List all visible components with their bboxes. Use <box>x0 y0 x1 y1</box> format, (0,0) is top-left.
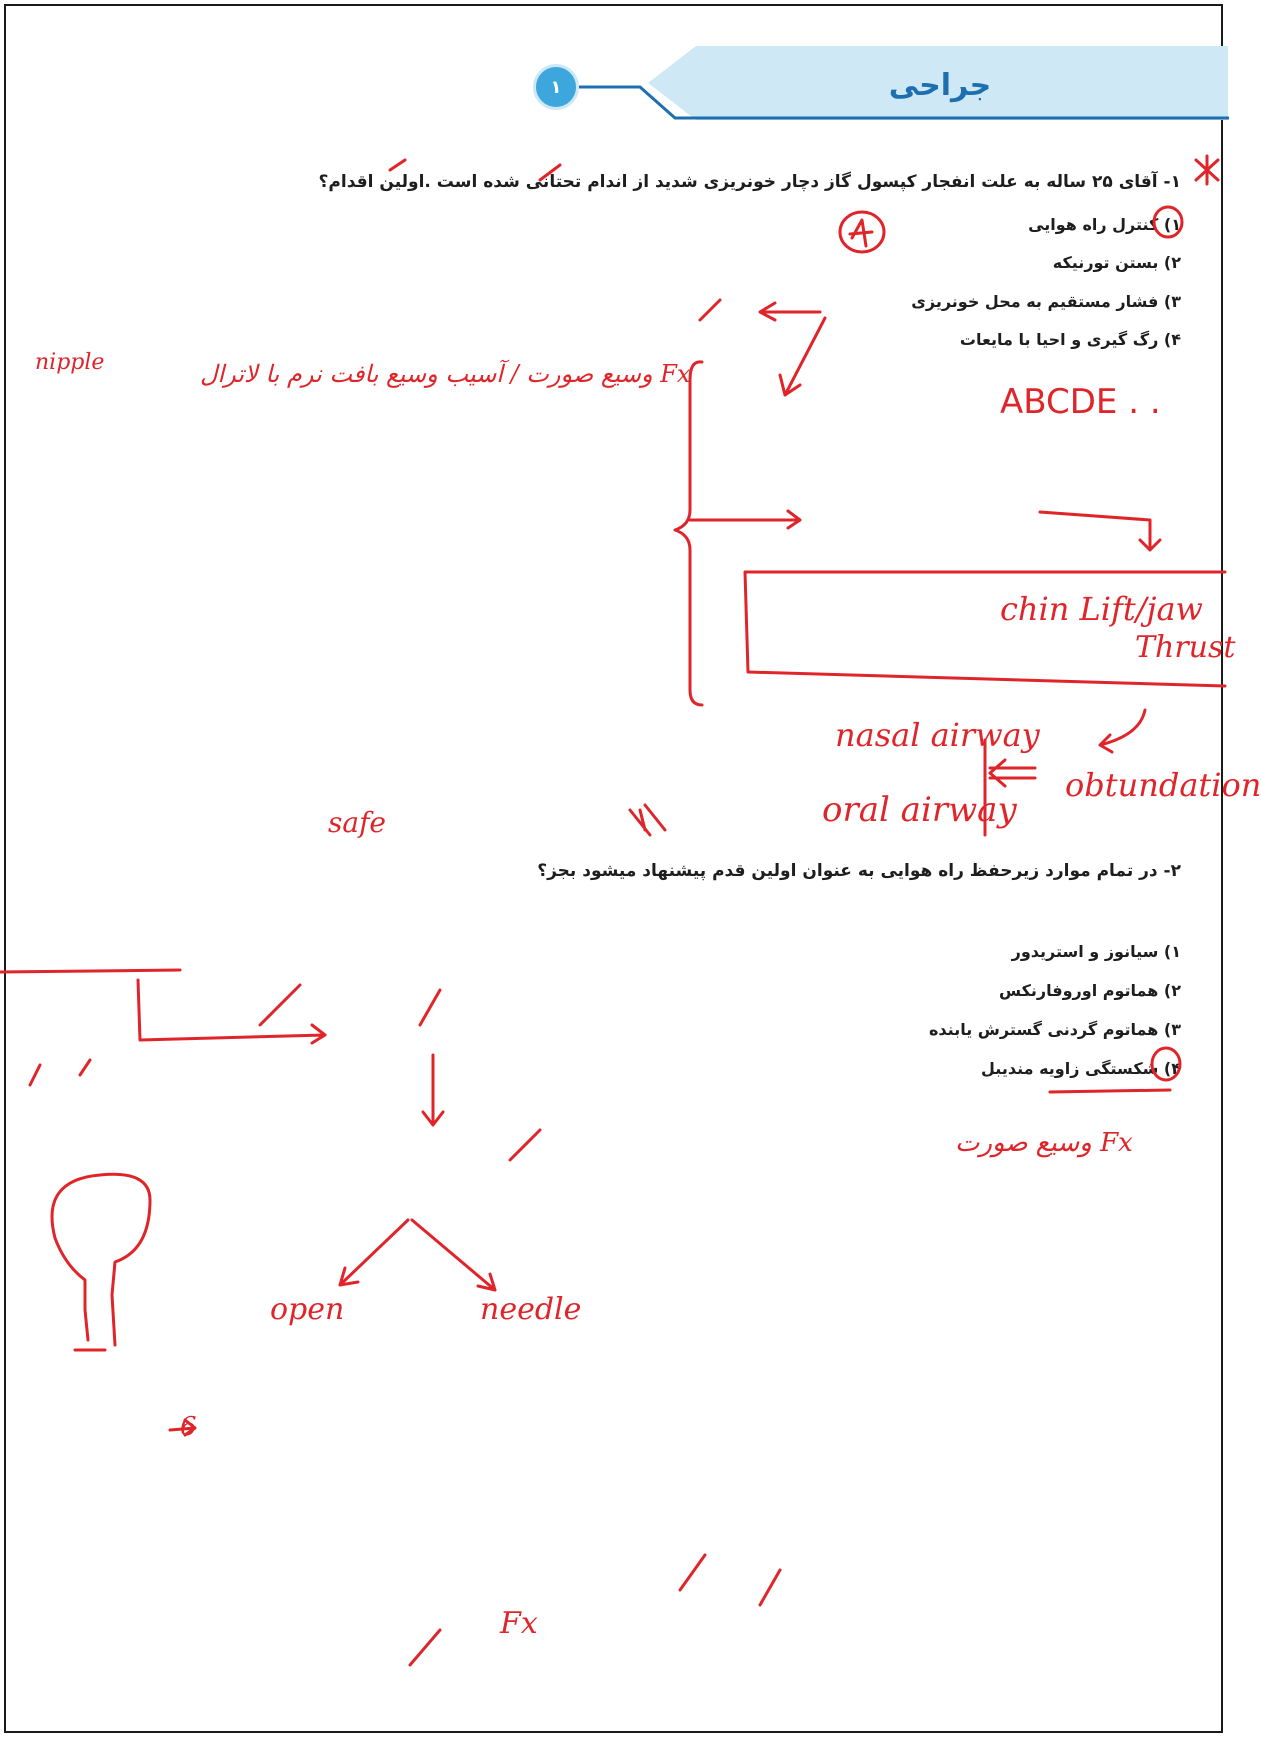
question-2-option-1[interactable]: ۱) سیانوز و استریدور <box>1011 942 1181 961</box>
handwritten-fx-larynx: Fx <box>500 1606 538 1641</box>
question-1-stem: ۱- آقای ۲۵ ساله به علت انفجار کپسول گاز دچار خونریزی شدید از اندام تحتانی شده است .اولین اقدام؟ <box>318 172 1181 192</box>
option-circle <box>1152 1048 1180 1080</box>
chapter-number-badge: ۱ <box>533 64 579 110</box>
handwritten-thrust: Thrust <box>1135 630 1236 665</box>
question-1-option-1[interactable]: ۱) کنترل راه هوایی <box>1028 215 1181 234</box>
handwritten-chin-lift: chin Lift/jaw <box>1000 590 1203 628</box>
handwritten-obtundation: obtundation <box>1065 766 1261 804</box>
question-2-option-4[interactable]: ۴) شکستگی زاویه مندیبل <box>981 1059 1181 1078</box>
handwritten-nasal-airway: nasal airway <box>835 716 1040 754</box>
handwritten-open: open <box>270 1292 345 1327</box>
question-2-stem: ۲- در تمام موارد زیرحفظ راه هوایی به عنوان اولین قدم پیشنهاد میشود بجز؟ <box>537 861 1181 881</box>
question-1-option-3[interactable]: ۳) فشار مستقیم به محل خونریزی <box>911 292 1181 311</box>
handwritten-nipple: nipple <box>35 350 105 375</box>
question-2-option-3[interactable]: ۳) هماتوم گردنی گسترش یابنده <box>928 1020 1181 1039</box>
underline-mark <box>1050 1090 1170 1092</box>
handwritten-oral-airway: oral airway <box>822 790 1017 830</box>
handwritten-fx-note: Fx وسیع صورت / آسیب وسیع بافت نرم با لاترال <box>200 360 691 388</box>
option-circle <box>1154 207 1182 237</box>
question-2-option-2[interactable]: ۲) هماتوم اوروفارنکس <box>998 981 1181 1000</box>
handwritten-safe: safe <box>328 806 386 839</box>
star-mark <box>1196 156 1218 184</box>
handwritten-abcde: ABCDE . . <box>1000 382 1161 422</box>
chapter-title: جراحی <box>888 68 992 103</box>
handwritten-needle: needle <box>480 1292 582 1327</box>
handwritten-fx-face: Fx وسیع صورت <box>955 1128 1133 1158</box>
question-1-option-2[interactable]: ۲) بستن تورنیکه <box>1052 253 1181 272</box>
question-1-option-4[interactable]: ۴) رگ گیری و احیا با مایعات <box>959 330 1181 349</box>
handwritten-six: 6 <box>180 1412 197 1442</box>
